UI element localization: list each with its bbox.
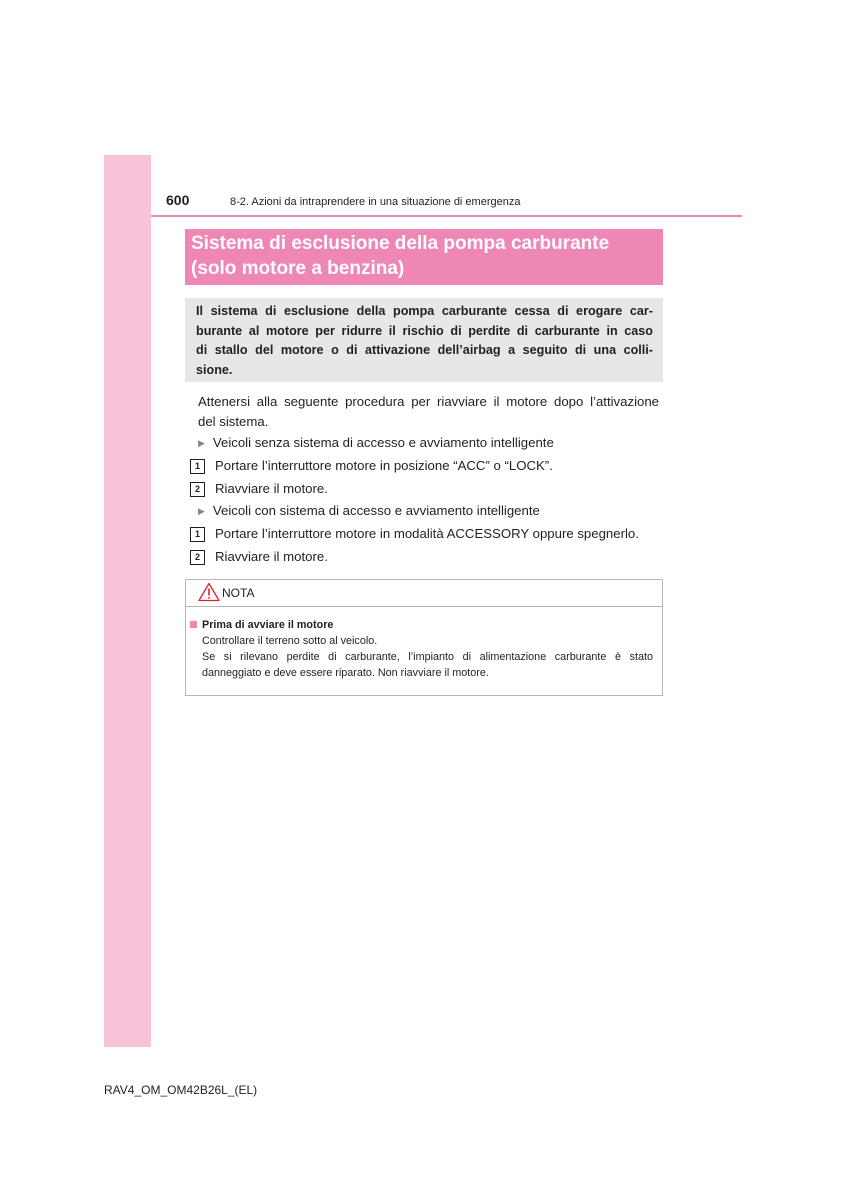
note-header: [186, 580, 662, 607]
procedure-b-step: [190, 548, 328, 566]
triangle-right-icon: ▶: [198, 506, 205, 516]
intro-line-2: del sistema.: [198, 414, 269, 429]
intro-line-1: Attenersi alla seguente procedura per riavviare il motore dopo l’attivazione: [198, 394, 659, 409]
procedure-a-heading: [198, 434, 554, 452]
procedure-a-step: [190, 457, 553, 475]
step-number-badge: 2: [190, 550, 205, 565]
page-title-line-1: Sistema di esclusione della pompa carburante: [191, 233, 610, 254]
section-header: 8-2. Azioni da intraprendere in una situazione di emergenza: [230, 196, 521, 208]
warning-icon: [198, 582, 220, 602]
step-text: Riavviare il motore.: [215, 481, 328, 496]
step-text: Portare l’interruttore motore in modalità ACCESSORY oppure spegnerlo.: [215, 526, 639, 541]
page-title-line-2: (solo motore a benzina): [191, 258, 405, 279]
procedure-b-heading: [198, 502, 540, 520]
procedure-b-heading-text: Veicoli con sistema di accesso e avviamento intelligente: [212, 503, 540, 518]
note-body: [186, 607, 662, 681]
pink-square-icon: [190, 621, 197, 628]
summary-line: sione.: [196, 362, 233, 377]
document-code: RAV4_OM_OM42B26L_(EL): [104, 1083, 258, 1097]
step-text: Portare l’interruttore motore in posizione “ACC” o “LOCK”.: [215, 458, 553, 473]
note-heading: [190, 617, 653, 633]
summary-line: di stallo del motore o di attivazione dell’airbag a seguito di una colli-: [196, 343, 653, 357]
summary-box: [185, 298, 663, 382]
procedure-a-step: [190, 480, 328, 498]
note-heading-text: Prima di avviare il motore: [202, 619, 334, 631]
step-number-badge: 1: [190, 527, 205, 542]
page-number: 600: [166, 192, 190, 208]
note-text: [190, 633, 653, 681]
note-line-2: Se si rilevano perdite di carburante, l’impianto di alimentazione carburante è stato: [202, 651, 653, 663]
procedure-a-heading-text: Veicoli senza sistema di accesso e avviamento intelligente: [212, 435, 554, 450]
note-line-1: Controllare il terreno sotto al veicolo.: [202, 635, 378, 647]
step-text: Riavviare il motore.: [215, 549, 328, 564]
intro-paragraph: [198, 392, 659, 432]
summary-line: Il sistema di esclusione della pompa carburante cessa di erogare car-: [196, 304, 653, 318]
note-label: NOTA: [222, 586, 255, 600]
chapter-side-tab: [104, 155, 151, 1047]
procedure-b-step: [190, 525, 639, 543]
note-box: [185, 579, 663, 696]
header-rule: [151, 215, 742, 217]
step-number-badge: 1: [190, 459, 205, 474]
note-line-3: danneggiato e deve essere riparato. Non riavviare il motore.: [202, 667, 489, 679]
title-box: [185, 229, 663, 285]
summary-line: burante al motore per ridurre il rischio di perdite di carburante in caso: [196, 323, 653, 338]
step-number-badge: 2: [190, 482, 205, 497]
triangle-right-icon: ▶: [198, 438, 205, 448]
